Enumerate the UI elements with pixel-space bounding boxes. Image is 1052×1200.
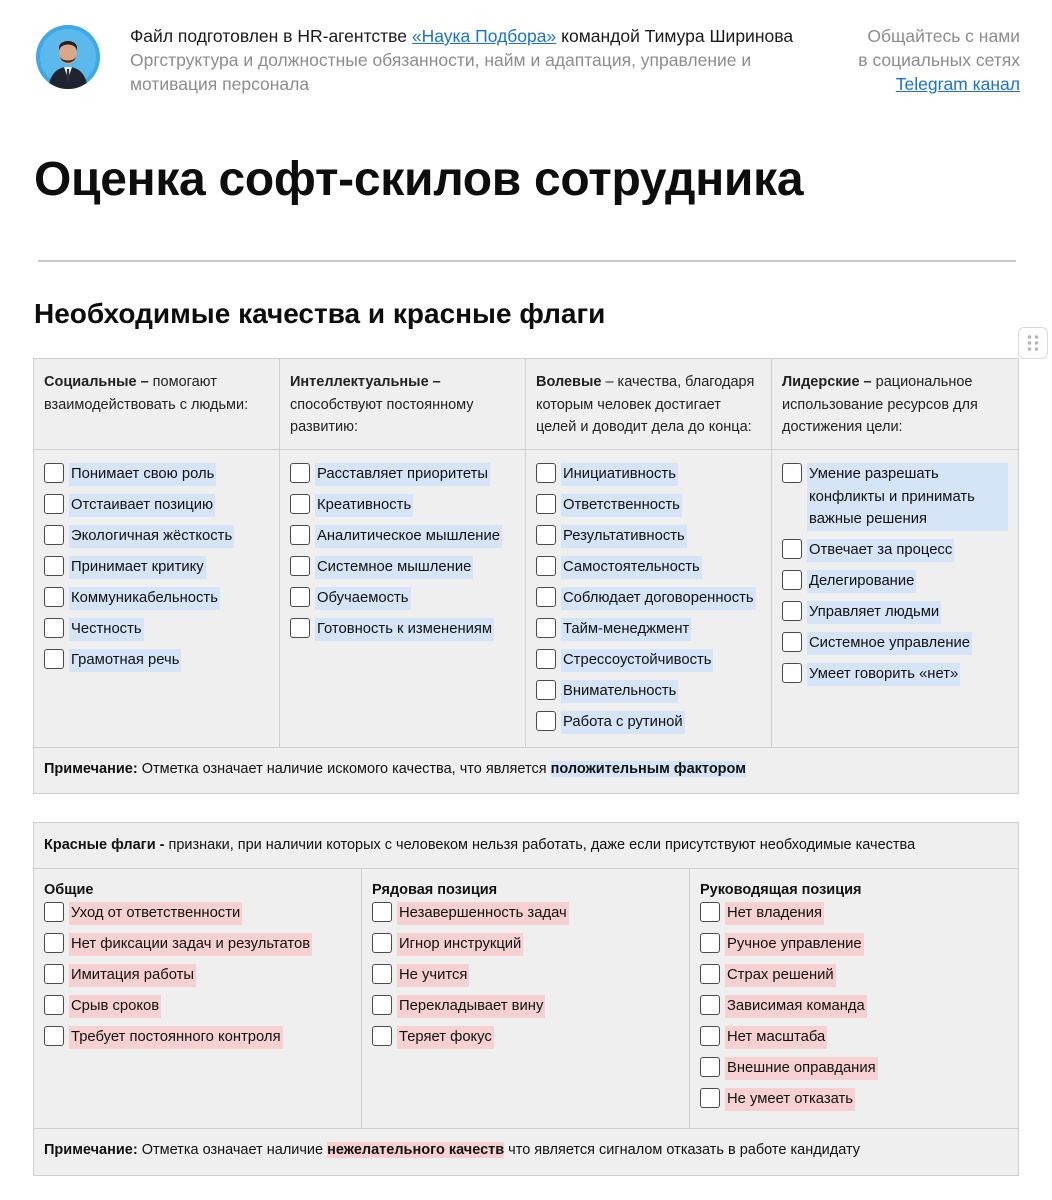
heading-bold: Социальные – bbox=[44, 374, 149, 390]
checklist-item[interactable] bbox=[782, 632, 1008, 655]
telegram-link[interactable]: Telegram канал bbox=[895, 74, 1020, 94]
checklist-item[interactable] bbox=[700, 964, 1008, 987]
note-text: Отметка означает наличие искомого качества, что является bbox=[137, 761, 551, 777]
column-heading bbox=[280, 359, 526, 450]
checkbox[interactable] bbox=[44, 556, 64, 576]
checklist-item[interactable] bbox=[290, 556, 515, 579]
checkbox[interactable] bbox=[372, 902, 392, 922]
checklist-item-label: Срыв сроков bbox=[69, 995, 161, 1018]
checklist-item[interactable] bbox=[700, 902, 1008, 925]
checklist-item-label: Внешние оправдания bbox=[725, 1057, 878, 1080]
checklist-item[interactable] bbox=[782, 570, 1008, 593]
credit-suffix: командой Тимура Ширинова bbox=[556, 26, 794, 46]
checkbox[interactable] bbox=[44, 525, 64, 545]
checklist-item[interactable] bbox=[44, 649, 269, 672]
checkbox[interactable] bbox=[290, 463, 310, 483]
checklist-item-label: Креативность bbox=[315, 494, 413, 517]
heading-text: рациональное использование ресурсов для достижения цели: bbox=[782, 374, 978, 435]
column-title: Рядовая позиция bbox=[372, 882, 498, 898]
checklist-item-label: Делегирование bbox=[807, 570, 916, 593]
red-flags-note bbox=[34, 1129, 1019, 1176]
checkbox[interactable] bbox=[782, 570, 802, 590]
heading-bold: Красные флаги - bbox=[44, 837, 165, 853]
credit-prefix: Файл подготовлен в HR-агентстве bbox=[130, 26, 412, 46]
checklist-item[interactable] bbox=[536, 618, 761, 641]
checklist-item[interactable] bbox=[782, 539, 1008, 562]
red-flags-table bbox=[33, 822, 1019, 1176]
checklist-leadership bbox=[772, 450, 1019, 748]
checklist-item[interactable] bbox=[700, 1026, 1008, 1049]
checkbox[interactable] bbox=[536, 680, 556, 700]
checkbox[interactable] bbox=[536, 587, 556, 607]
checkbox[interactable] bbox=[700, 902, 720, 922]
checklist-item-label: Обучаемость bbox=[315, 587, 411, 610]
checklist-item[interactable] bbox=[536, 494, 761, 517]
checklist-item[interactable] bbox=[44, 618, 269, 641]
checklist-item[interactable] bbox=[290, 525, 515, 548]
red-flags-general bbox=[34, 869, 362, 1129]
checklist-item[interactable] bbox=[290, 494, 515, 517]
checklist-social bbox=[34, 450, 280, 748]
checkbox[interactable] bbox=[700, 1057, 720, 1077]
qualities-body-row bbox=[34, 450, 1019, 748]
checkbox[interactable] bbox=[44, 463, 64, 483]
checklist-item-label: Стрессоустойчивость bbox=[561, 649, 713, 672]
checklist-item-label: Умеет говорить «нет» bbox=[807, 663, 960, 686]
checklist-volitional bbox=[526, 450, 772, 748]
checklist-item[interactable] bbox=[372, 902, 679, 925]
checklist-item-label: Требует постоянного контроля bbox=[69, 1026, 283, 1049]
checklist-item[interactable] bbox=[782, 463, 1008, 531]
checklist-item-label: Грамотная речь bbox=[69, 649, 181, 672]
checkbox[interactable] bbox=[290, 525, 310, 545]
heading-bold: Интеллектуальные – bbox=[290, 374, 441, 390]
checkbox[interactable] bbox=[700, 995, 720, 1015]
section-title: Необходимые качества и красные флаги bbox=[34, 298, 606, 329]
checklist-item-label: Результативность bbox=[561, 525, 687, 548]
checkbox[interactable] bbox=[44, 995, 64, 1015]
checklist-item-label: Не умеет отказать bbox=[725, 1088, 855, 1111]
checklist-item-label: Тайм-менеджмент bbox=[561, 618, 691, 641]
checkbox[interactable] bbox=[782, 663, 802, 683]
checkbox[interactable] bbox=[536, 494, 556, 514]
heading-text: способствуют постоянному развитию: bbox=[290, 396, 474, 435]
checklist-item-label: Инициативность bbox=[561, 463, 678, 486]
checklist-item[interactable] bbox=[44, 587, 269, 610]
checklist-item[interactable] bbox=[536, 556, 761, 579]
checklist-item[interactable] bbox=[44, 463, 269, 486]
checkbox[interactable] bbox=[44, 494, 64, 514]
checklist-item[interactable] bbox=[44, 1026, 351, 1049]
checkbox[interactable] bbox=[700, 933, 720, 953]
red-flags-general-list bbox=[44, 902, 351, 1049]
checkbox[interactable] bbox=[782, 632, 802, 652]
checklist-item-label: Нет масштаба bbox=[725, 1026, 827, 1049]
checklist-item[interactable] bbox=[372, 995, 679, 1018]
checkbox[interactable] bbox=[700, 964, 720, 984]
column-heading bbox=[526, 359, 772, 450]
social-block bbox=[820, 24, 1020, 96]
checkbox[interactable] bbox=[536, 463, 556, 483]
checklist-item-label: Аналитическое мышление bbox=[315, 525, 502, 548]
checklist-item-label: Коммуникабельность bbox=[69, 587, 220, 610]
checklist-item-label: Самостоятельность bbox=[561, 556, 702, 579]
checklist-item[interactable] bbox=[44, 525, 269, 548]
checklist-item[interactable] bbox=[536, 525, 761, 548]
heading-text: – качества, благодаря которым человек достигает целей и доводит дела до конца: bbox=[536, 374, 755, 435]
checklist-item[interactable] bbox=[536, 680, 761, 703]
checkbox[interactable] bbox=[536, 711, 556, 731]
note-highlight: положительным фактором bbox=[550, 761, 746, 777]
checklist-item-label: Умение разрешать конфликты и принимать важные решения bbox=[807, 463, 1008, 531]
checklist-item-label: Нет владения bbox=[725, 902, 824, 925]
checkbox[interactable] bbox=[782, 539, 802, 559]
checklist-item-label: Экологичная жёсткость bbox=[69, 525, 234, 548]
note-label: Примечание: bbox=[44, 1142, 138, 1158]
page-title: Оценка софт-скилов сотрудника bbox=[34, 153, 804, 206]
checklist-item-label: Отвечает за процесс bbox=[807, 539, 954, 562]
divider bbox=[38, 260, 1016, 262]
checklist-item[interactable] bbox=[44, 902, 351, 925]
checkbox[interactable] bbox=[44, 902, 64, 922]
checklist-item-label: Ответственность bbox=[561, 494, 682, 517]
checklist-item-label: Не учится bbox=[397, 964, 469, 987]
qualities-header-row bbox=[34, 359, 1019, 450]
checklist-item[interactable] bbox=[372, 933, 679, 956]
checklist-item-label: Понимает свою роль bbox=[69, 463, 216, 486]
column-heading bbox=[772, 359, 1019, 450]
checkbox[interactable] bbox=[372, 964, 392, 984]
checklist-item-label: Зависимая команда bbox=[725, 995, 867, 1018]
checkbox[interactable] bbox=[44, 618, 64, 638]
red-flags-header-row bbox=[34, 823, 1019, 869]
heading-text: помогают взаимодействовать с людьми: bbox=[44, 374, 249, 413]
column-title: Общие bbox=[44, 882, 94, 898]
checkbox[interactable] bbox=[290, 556, 310, 576]
red-flags-body-row bbox=[34, 869, 1019, 1129]
checklist-item[interactable] bbox=[782, 601, 1008, 624]
checklist-item-label: Ручное управление bbox=[725, 933, 864, 956]
column-heading bbox=[34, 359, 280, 450]
checkbox[interactable] bbox=[44, 964, 64, 984]
red-flags-rank-list bbox=[372, 902, 679, 1049]
checklist-item[interactable] bbox=[700, 995, 1008, 1018]
checklist-item-label: Системное управление bbox=[807, 632, 972, 655]
checklist-item-label: Расставляет приоритеты bbox=[315, 463, 490, 486]
checklist-item-label: Управляет людьми bbox=[807, 601, 941, 624]
checklist-item[interactable] bbox=[372, 1026, 679, 1049]
checklist-item[interactable] bbox=[536, 711, 761, 734]
checklist-item[interactable] bbox=[700, 1088, 1008, 1111]
header-info bbox=[130, 24, 820, 96]
note-tail: что является сигналом отказать в работе кандидату bbox=[504, 1142, 861, 1158]
checklist-item[interactable] bbox=[782, 663, 1008, 686]
checklist-intellectual bbox=[280, 450, 526, 748]
qualities-table bbox=[33, 358, 1019, 794]
checklist-item[interactable] bbox=[44, 933, 351, 956]
checklist-item-label: Теряет фокус bbox=[397, 1026, 494, 1049]
checkbox[interactable] bbox=[782, 601, 802, 621]
heading-bold: Лидерские – bbox=[782, 374, 872, 390]
checklist-item[interactable] bbox=[290, 618, 515, 641]
checkbox[interactable] bbox=[700, 1088, 720, 1108]
checkbox[interactable] bbox=[372, 1026, 392, 1046]
checkbox[interactable] bbox=[536, 556, 556, 576]
checkbox[interactable] bbox=[536, 618, 556, 638]
checkbox[interactable] bbox=[536, 649, 556, 669]
checklist-item[interactable] bbox=[536, 463, 761, 486]
checklist-item-label: Игнор инструкций bbox=[397, 933, 523, 956]
checkbox[interactable] bbox=[44, 933, 64, 953]
heading-text: признаки, при наличии которых с человеком нельзя работать, даже если присутствуют необходимые качества bbox=[164, 837, 916, 853]
checklist-item[interactable] bbox=[700, 933, 1008, 956]
checklist-item-label: Отстаивает позицию bbox=[69, 494, 215, 517]
checklist-item-label: Системное мышление bbox=[315, 556, 473, 579]
checklist-item[interactable] bbox=[290, 463, 515, 486]
checkbox[interactable] bbox=[372, 995, 392, 1015]
checklist-item-label: Готовность к изменениям bbox=[315, 618, 494, 641]
checklist-item-label: Имитация работы bbox=[69, 964, 196, 987]
checklist-item[interactable] bbox=[372, 964, 679, 987]
checklist-item-label: Соблюдает договоренность bbox=[561, 587, 756, 610]
checkbox[interactable] bbox=[44, 587, 64, 607]
checklist-item-label: Внимательность bbox=[561, 680, 678, 703]
note-label: Примечание: bbox=[44, 761, 138, 777]
heading-bold: Волевые bbox=[536, 374, 602, 390]
checklist-item[interactable] bbox=[536, 587, 761, 610]
checkbox[interactable] bbox=[44, 649, 64, 669]
red-flags-rank bbox=[362, 869, 690, 1129]
checklist-item[interactable] bbox=[700, 1057, 1008, 1080]
red-flags-note-row bbox=[34, 1129, 1019, 1176]
checklist-item-label: Незавершенность задач bbox=[397, 902, 569, 925]
checklist-item[interactable] bbox=[290, 587, 515, 610]
note-text: Отметка означает наличие bbox=[137, 1142, 328, 1158]
checkbox[interactable] bbox=[782, 463, 802, 483]
checklist-item[interactable] bbox=[44, 995, 351, 1018]
checklist-item-label: Нет фиксации задач и результатов bbox=[69, 933, 312, 956]
checkbox[interactable] bbox=[372, 933, 392, 953]
social-text-2: в социальных сетях bbox=[858, 50, 1020, 70]
social-text-1: Общайтесь с нами bbox=[867, 26, 1020, 46]
checkbox[interactable] bbox=[44, 1026, 64, 1046]
checklist-item[interactable] bbox=[44, 964, 351, 987]
checklist-item-label: Честность bbox=[69, 618, 144, 641]
header-description: Оргструктура и должностные обязанности, найм и адаптация, управление и мотивация персонала bbox=[130, 50, 752, 94]
checklist-item-label: Принимает критику bbox=[69, 556, 206, 579]
page-header bbox=[36, 22, 1026, 102]
author-avatar bbox=[36, 25, 100, 89]
checkbox[interactable] bbox=[290, 587, 310, 607]
qualities-note-row bbox=[34, 748, 1019, 794]
checklist-item[interactable] bbox=[44, 494, 269, 517]
note-highlight: нежелательного качеств bbox=[327, 1142, 505, 1158]
red-flags-manager bbox=[690, 869, 1019, 1129]
column-title: Руководящая позиция bbox=[700, 882, 862, 898]
qualities-note bbox=[34, 748, 1019, 794]
checklist-item-label: Перекладывает вину bbox=[397, 995, 545, 1018]
checklist-item-label: Уход от ответственности bbox=[69, 902, 242, 925]
checkbox[interactable] bbox=[700, 1026, 720, 1046]
agency-link[interactable]: «Наука Подбора» bbox=[411, 26, 557, 46]
checkbox[interactable] bbox=[290, 494, 310, 514]
checkbox[interactable] bbox=[290, 618, 310, 638]
header-credit-line bbox=[130, 24, 820, 48]
red-flags-manager-list bbox=[700, 902, 1008, 1111]
red-flags-heading bbox=[34, 823, 1019, 869]
checklist-item[interactable] bbox=[44, 556, 269, 579]
drag-handle-icon[interactable] bbox=[1018, 327, 1048, 359]
checklist-item[interactable] bbox=[536, 649, 761, 672]
checkbox[interactable] bbox=[536, 525, 556, 545]
checklist-item-label: Работа с рутиной bbox=[561, 711, 685, 734]
checklist-item-label: Страх решений bbox=[725, 964, 836, 987]
